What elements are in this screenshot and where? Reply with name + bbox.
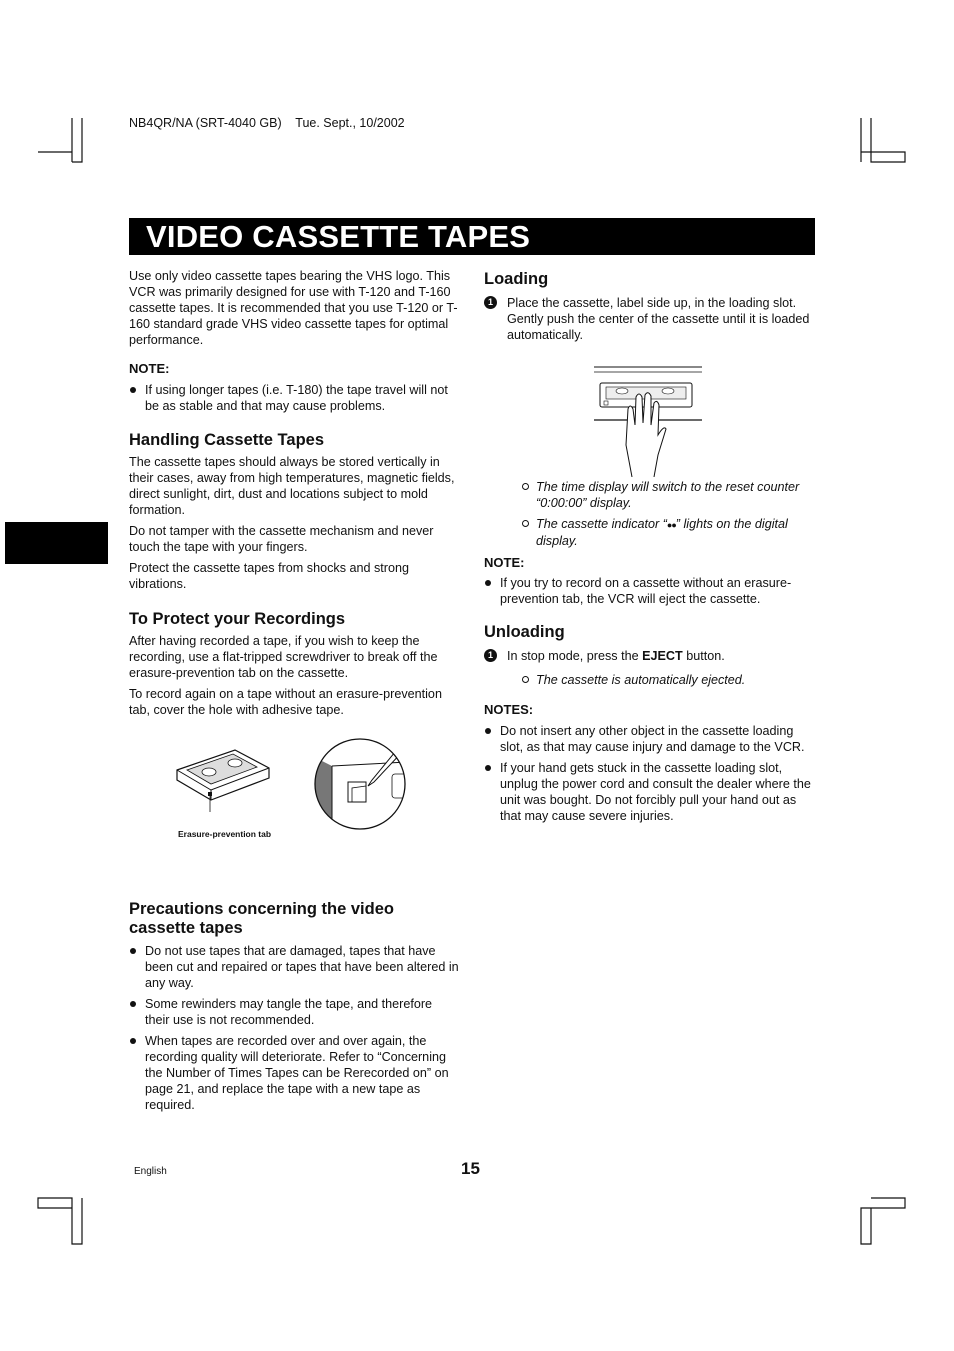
- list-item: If using longer tapes (i.e. T-180) the tape travel will not be as stable and that may cause problems.: [129, 382, 459, 414]
- list-item: If you try to record on a cassette without an erasure-prevention tab, the VCR will eject the cassette.: [484, 575, 818, 607]
- cassette-illustration: [173, 748, 273, 812]
- precautions-list: [129, 943, 459, 1113]
- note-heading: NOTE:: [484, 555, 525, 570]
- protect-paragraph: After having recorded a tape, if you wish to keep the recording, use a flat-tripped screwdriver to break off the erasure-prevention tab on the cassette.: [129, 634, 438, 680]
- loading-sub-item: The time display will switch to the reset counter “0:00:00” display.: [484, 479, 818, 511]
- unloading-sub-item: The cassette is automatically ejected.: [484, 672, 818, 688]
- note-list: [129, 382, 459, 414]
- step-text: In stop mode, press the: [507, 649, 643, 663]
- unloading-step: [484, 648, 818, 664]
- figure-caption: Erasure-prevention tab: [178, 829, 272, 839]
- protect-heading: To Protect your Recordings: [129, 610, 346, 628]
- step-text: Place the cassette, label side up, in the loading slot. Gently push the center of the cassette until it is loaded automatically.: [507, 296, 810, 342]
- cassette-indicator-icon: ●●: [666, 520, 676, 530]
- page-title-bar: [129, 218, 815, 255]
- intro-paragraph: Use only video cassette tapes bearing the VHS logo. This VCR was primarily designed for use with T-120 and T-160 cassette tapes. It is recommended that you use T-120 or T-160 standard grade VHS video cassette tapes for optimal performance.: [129, 269, 458, 347]
- notes-list: [484, 723, 818, 824]
- crop-mark-bottom-left: [36, 1196, 86, 1246]
- step-number: 1: [484, 649, 497, 662]
- vcr-slot-illustration: [592, 365, 704, 477]
- handling-paragraph: The cassette tapes should always be stored vertically in their cases, away from high temperatures, magnetic fields, direct sunlight, dirt, dust and locations subject to mold formation.: [129, 455, 455, 517]
- sub-text: The cassette indicator “: [536, 517, 667, 531]
- right-column: [484, 268, 818, 829]
- notes-heading: NOTES:: [484, 702, 534, 717]
- loading-step: [484, 295, 818, 343]
- step-number: 1: [484, 296, 497, 309]
- note-heading: NOTE:: [129, 361, 170, 376]
- eject-label: EJECT: [642, 649, 683, 663]
- note-list: [484, 575, 818, 607]
- protect-paragraph: To record again on a tape without an erasure-prevention tab, cover the hole with adhesive tape.: [129, 687, 442, 717]
- section-side-tab: [5, 522, 108, 564]
- unloading-heading: Unloading: [484, 623, 565, 641]
- page-title: VIDEO CASSETTE TAPES: [146, 219, 531, 254]
- list-item: When tapes are recorded over and over again, the recording quality will deteriorate. Refer to “Concerning the Number of Times Tapes can be Rerecorded on” on page 21, and replace the tape with a new tape as required.: [129, 1033, 459, 1113]
- list-item: If your hand gets stuck in the cassette loading slot, unplug the power cord and consult the dealer where the unit was bought. Do not forcibly pull your hand out as that may cause severe injuries.: [484, 760, 818, 824]
- erasure-tab-figure: [129, 730, 459, 880]
- print-date: Tue. Sept., 10/2002: [295, 116, 405, 130]
- precautions-heading-line: cassette tapes: [129, 919, 243, 937]
- doc-code: NB4QR/NA (SRT-4040 GB): [129, 116, 282, 130]
- list-item: Do not use tapes that are damaged, tapes that have been cut and repaired or tapes that have been altered in any way.: [129, 943, 459, 991]
- crop-mark-top-right: [858, 116, 908, 164]
- sub-text: ” lights on the digital display.: [536, 517, 788, 548]
- handling-heading: Handling Cassette Tapes: [129, 431, 324, 449]
- loading-sub-item: [484, 516, 818, 549]
- list-item: Some rewinders may tangle the tape, and therefore their use is not recommended.: [129, 996, 459, 1028]
- crop-mark-bottom-right: [858, 1196, 908, 1246]
- footer-language: English: [134, 1166, 167, 1177]
- tab-closeup-illustration: [312, 736, 408, 832]
- precautions-heading: [129, 900, 459, 938]
- loading-figure: [484, 355, 818, 475]
- handling-paragraph: Do not tamper with the cassette mechanism and never touch the tape with your fingers.: [129, 524, 434, 554]
- step-text: button.: [682, 649, 725, 663]
- list-item: Do not insert any other object in the cassette loading slot, as that may cause injury and damage to the VCR.: [484, 723, 818, 755]
- handling-paragraph: Protect the cassette tapes from shocks and strong vibrations.: [129, 561, 410, 591]
- left-column: [129, 268, 459, 1118]
- loading-heading: Loading: [484, 270, 549, 288]
- precautions-heading-line: Precautions concerning the video: [129, 900, 394, 918]
- page-number: 15: [461, 1159, 480, 1178]
- crop-mark-top-left: [36, 116, 86, 164]
- print-header: [129, 116, 405, 130]
